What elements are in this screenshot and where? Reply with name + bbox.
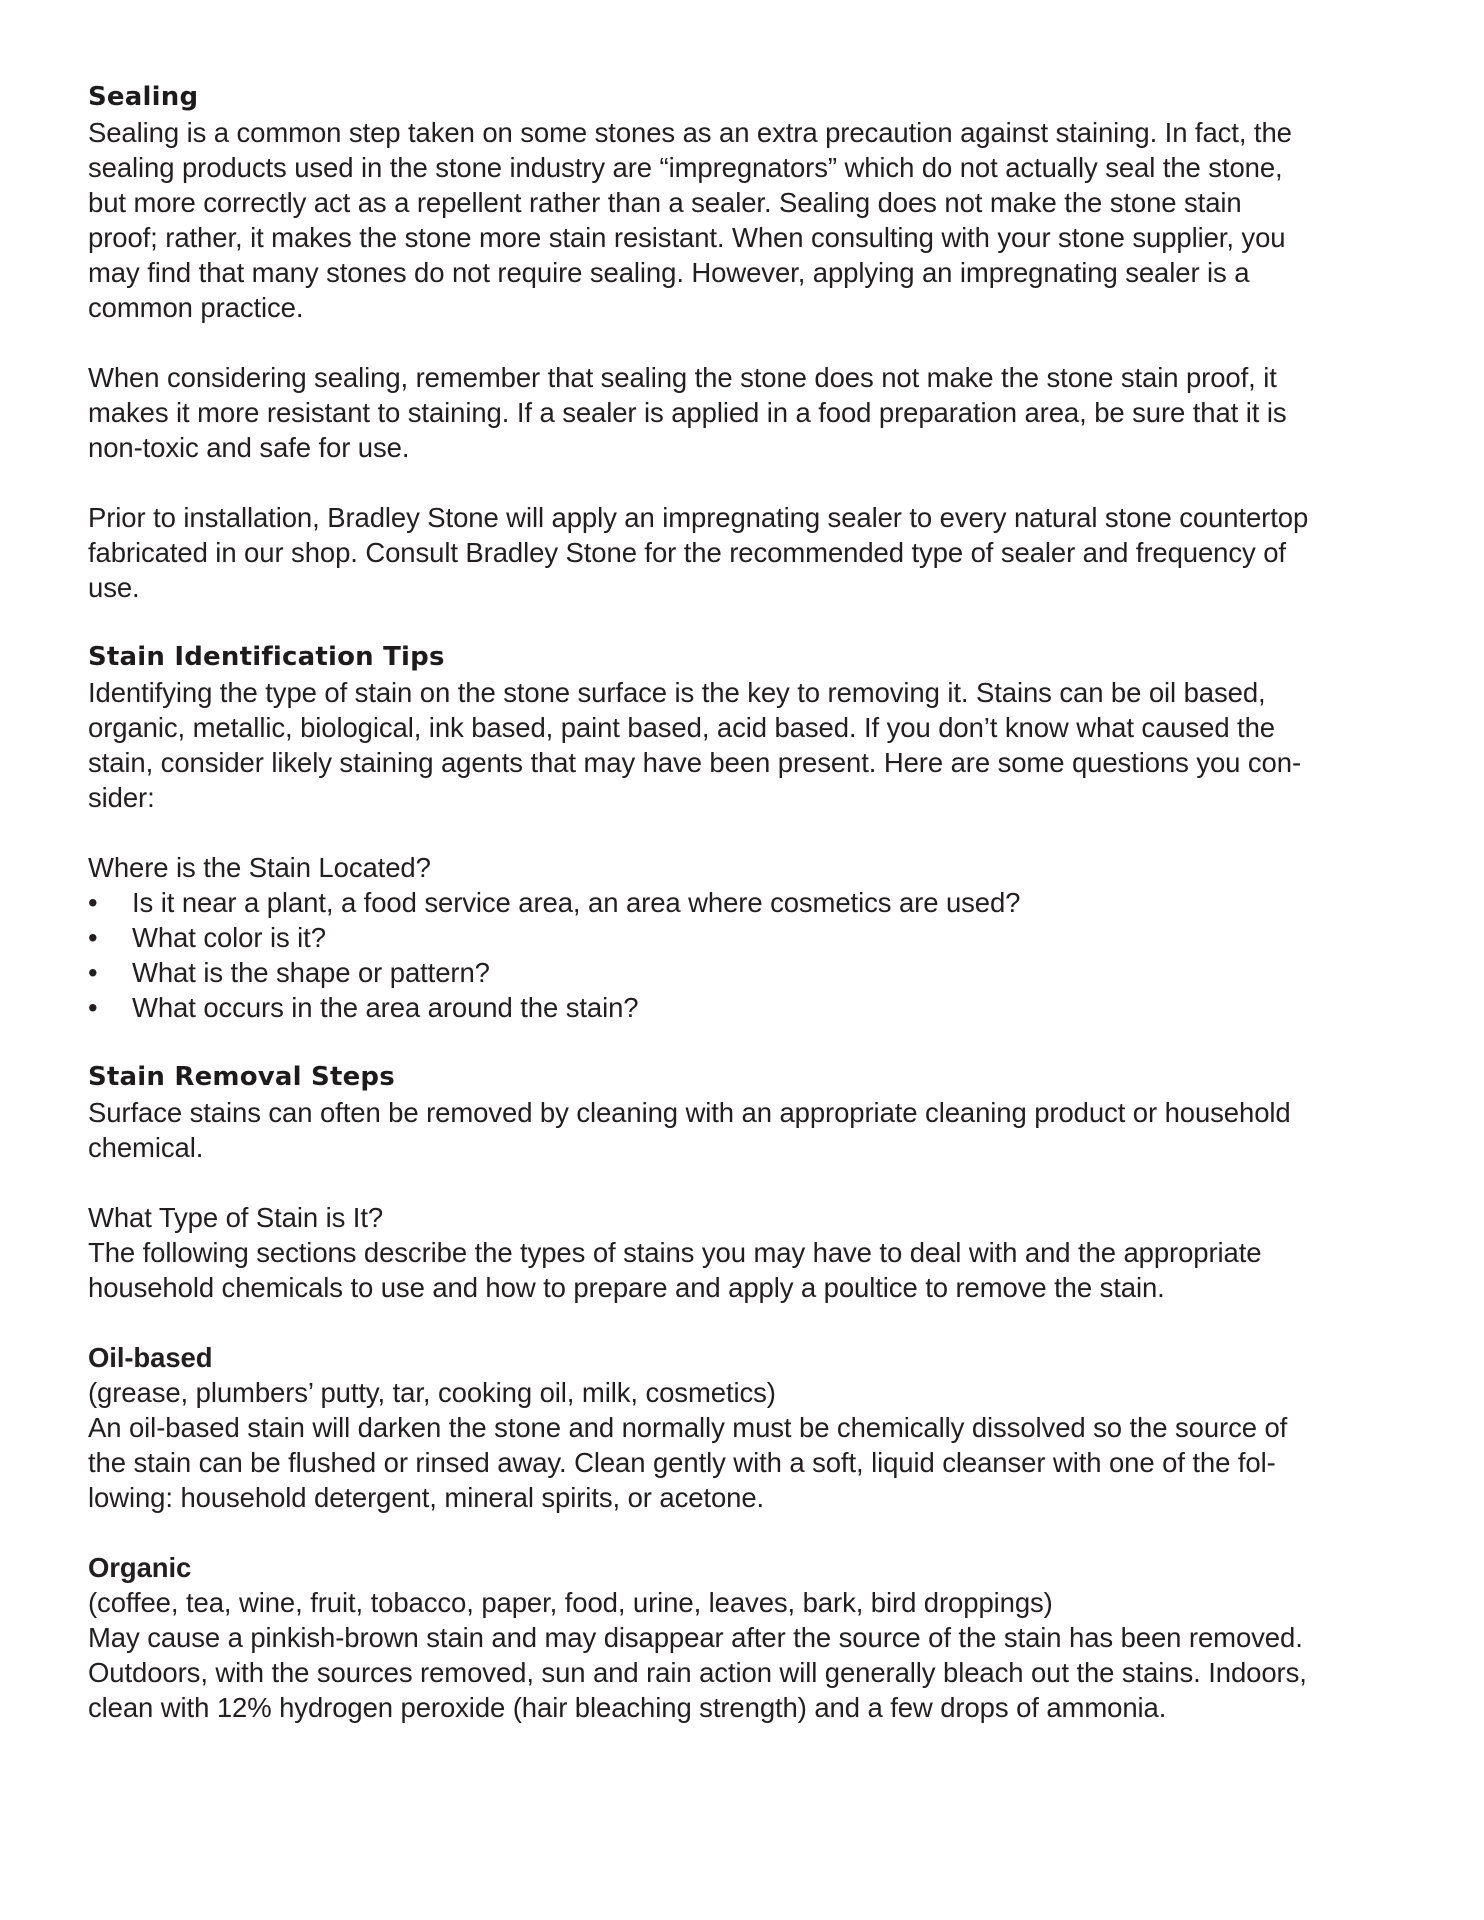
spacer: [88, 325, 1428, 360]
paragraph: [88, 675, 1428, 815]
subsection-heading: Oil-based: [88, 1342, 213, 1373]
text-line: organic, metallic, biological, ink based, paint based, acid based. If you don’t know what caused the: [88, 712, 1275, 743]
section-oil-based: [88, 1340, 1428, 1515]
text-line: sealing products used in the stone industry are “impregnators” which do not actually seal the stone,: [88, 152, 1283, 183]
document-page: [88, 80, 1428, 1725]
bullet-icon: •: [88, 887, 98, 918]
spacer: [88, 1025, 1428, 1060]
list-item-text: What is the shape or pattern?: [132, 957, 490, 988]
text-line: use.: [88, 572, 140, 603]
text-line: sider:: [88, 782, 155, 813]
spacer: [88, 1515, 1428, 1550]
text-line: May cause a pinkish-brown stain and may disappear after the source of the stain has been removed.: [88, 1622, 1303, 1653]
text-line: Prior to installation, Bradley Stone will apply an impregnating sealer to every natural stone countertop: [88, 502, 1309, 533]
spacer: [88, 465, 1428, 500]
text-line: non-toxic and safe for use.: [88, 432, 410, 463]
text-line: Sealing is a common step taken on some stones as an extra precaution against staining. In fact, the: [88, 117, 1292, 148]
text-line: fabricated in our shop. Consult Bradley Stone for the recommended type of sealer and frequency of: [88, 537, 1286, 568]
list-item-text: Is it near a plant, a food service area, an area where cosmetics are used?: [132, 887, 1021, 918]
spacer: [88, 1305, 1428, 1340]
subsection-heading: Organic: [88, 1552, 192, 1583]
section-organic: [88, 1550, 1428, 1725]
text-line: household chemicals to use and how to prepare and apply a poultice to remove the stain.: [88, 1272, 1165, 1303]
text-line: but more correctly act as a repellent rather than a sealer. Sealing does not make the stone stain: [88, 187, 1242, 218]
bullet-icon: •: [88, 922, 98, 953]
bullet-icon: •: [88, 992, 98, 1023]
paragraph: [88, 360, 1428, 465]
question-label: What Type of Stain is It?: [88, 1202, 384, 1233]
section-heading: Sealing: [88, 82, 199, 112]
list-item: [88, 885, 1428, 920]
spacer: [88, 815, 1428, 850]
paragraph: [88, 1410, 1428, 1515]
text-line: chemical.: [88, 1132, 204, 1163]
text-line: lowing: household detergent, mineral spirits, or acetone.: [88, 1482, 765, 1513]
section-stain-removal: [88, 1060, 1428, 1305]
text-line: proof; rather, it makes the stone more stain resistant. When consulting with your stone supplier, you: [88, 222, 1286, 253]
spacer: [88, 1165, 1428, 1200]
paragraph: [88, 500, 1428, 605]
text-line: An oil-based stain will darken the stone and normally must be chemically dissolved so the source of: [88, 1412, 1288, 1443]
text-line: stain, consider likely staining agents that may have been present. Here are some questions you con-: [88, 747, 1302, 778]
section-stain-identification: [88, 640, 1428, 1025]
text-line: Outdoors, with the sources removed, sun and rain action will generally bleach out the stains. Indoors,: [88, 1657, 1307, 1688]
text-line: Surface stains can often be removed by cleaning with an appropriate cleaning product or household: [88, 1097, 1291, 1128]
list-item-text: What occurs in the area around the stain?: [132, 992, 639, 1023]
spacer: [88, 605, 1428, 640]
section-heading: Stain Removal Steps: [88, 1062, 395, 1092]
text-line: Identifying the type of stain on the stone surface is the key to removing it. Stains can be oil based,: [88, 677, 1266, 708]
text-line: makes it more resistant to staining. If a sealer is applied in a food preparation area, be sure that it is: [88, 397, 1287, 428]
section-sealing: [88, 80, 1428, 605]
section-heading: Stain Identification Tips: [88, 642, 445, 672]
list-item: [88, 990, 1428, 1025]
list-item: [88, 955, 1428, 990]
list-item-text: What color is it?: [132, 922, 326, 953]
stain-examples: (coffee, tea, wine, fruit, tobacco, paper, food, urine, leaves, bark, bird droppings): [88, 1587, 1053, 1618]
list-item: [88, 920, 1428, 955]
text-line: the stain can be flushed or rinsed away. Clean gently with a soft, liquid cleanser with one of the fol-: [88, 1447, 1276, 1478]
paragraph: [88, 115, 1428, 325]
question-label: Where is the Stain Located?: [88, 852, 431, 883]
text-line: may find that many stones do not require sealing. However, applying an impregnating sealer is a: [88, 257, 1250, 288]
paragraph: [88, 1095, 1428, 1165]
text-line: clean with 12% hydrogen peroxide (hair bleaching strength) and a few drops of ammonia.: [88, 1692, 1167, 1723]
bullet-icon: •: [88, 957, 98, 988]
paragraph: [88, 1235, 1428, 1305]
stain-examples: (grease, plumbers’ putty, tar, cooking oil, milk, cosmetics): [88, 1377, 776, 1408]
bullet-list: [88, 885, 1428, 1025]
text-line: The following sections describe the types of stains you may have to deal with and the appropriate: [88, 1237, 1262, 1268]
text-line: When considering sealing, remember that sealing the stone does not make the stone stain proof, it: [88, 362, 1277, 393]
text-line: common practice.: [88, 292, 304, 323]
paragraph: [88, 1620, 1428, 1725]
